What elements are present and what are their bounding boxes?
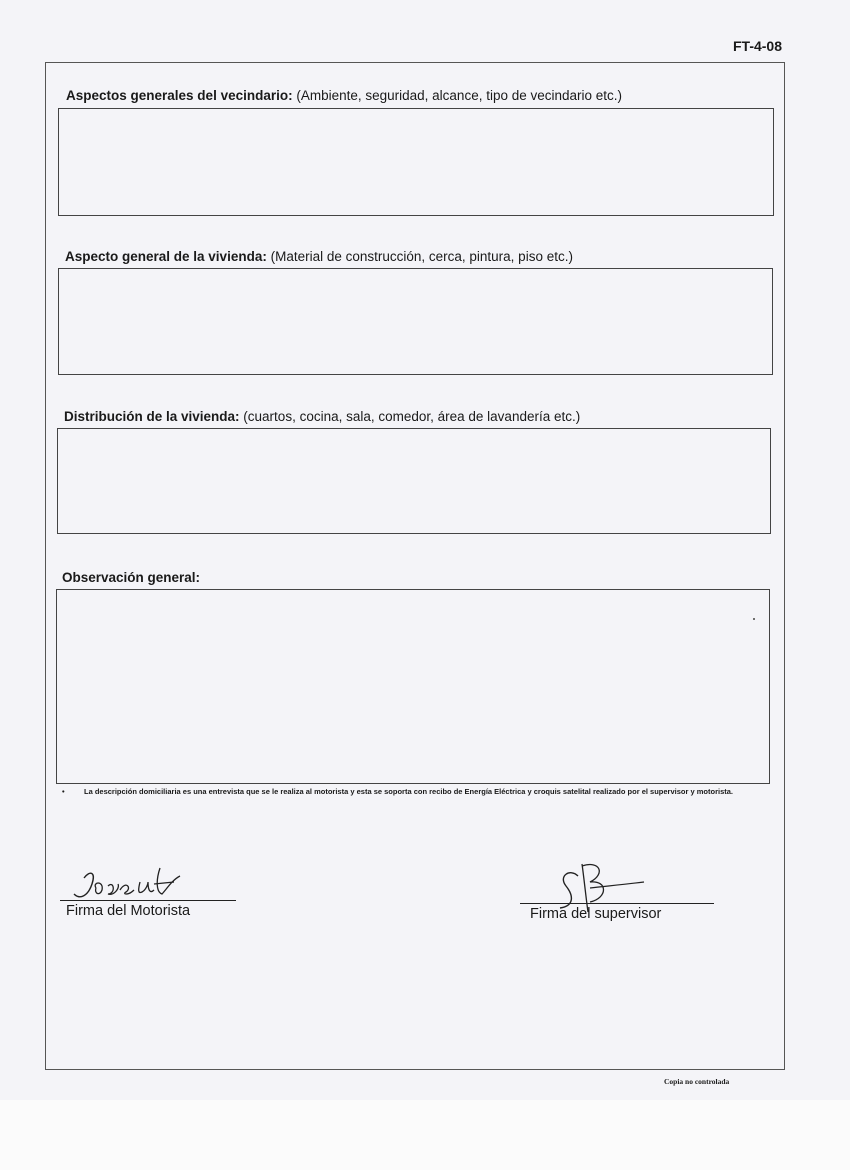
general-observation-field[interactable] [56,589,770,784]
form-code: FT-4-08 [732,38,782,54]
section-label: Aspecto general de la vivienda: [65,249,267,264]
supervisor-signature-label: Firma del supervisor [530,906,662,922]
scan-margin [0,1100,850,1170]
driver-signature-label: Firma del Motorista [66,903,191,919]
section-hint: (cuartos, cocina, sala, comedor, área de lavandería etc.) [239,409,581,424]
speck [753,618,755,620]
footnote [62,787,770,796]
footnote-text: La descripción domiciliaria es una entrevista que se le realiza al motorista y esta se soporta con recibo de Energía Eléctrica y croquis satelital realizado por el supervisor y motorista. [84,787,733,796]
section-label: Aspectos generales del vecindario: [66,88,293,103]
uncontrolled-copy-note: Copia no controlada [664,1077,730,1086]
section-label: Distribución de la vivienda: [64,409,240,424]
bullet: • [62,787,65,796]
section-title-neighborhood [66,88,622,103]
neighborhood-field[interactable] [58,108,774,216]
section-title-general-observation [62,570,200,585]
house-aspect-field[interactable] [58,268,773,375]
section-title-house-aspect [65,249,573,264]
house-layout-field[interactable] [57,428,771,534]
supervisor-signature-line [520,903,714,904]
section-title-house-layout [64,409,580,424]
section-hint: (Material de construcción, cerca, pintura, piso etc.) [266,249,573,264]
driver-signature-line [60,900,236,901]
section-hint: (Ambiente, seguridad, alcance, tipo de vecindario etc.) [292,88,623,103]
section-label: Observación general: [62,570,201,585]
